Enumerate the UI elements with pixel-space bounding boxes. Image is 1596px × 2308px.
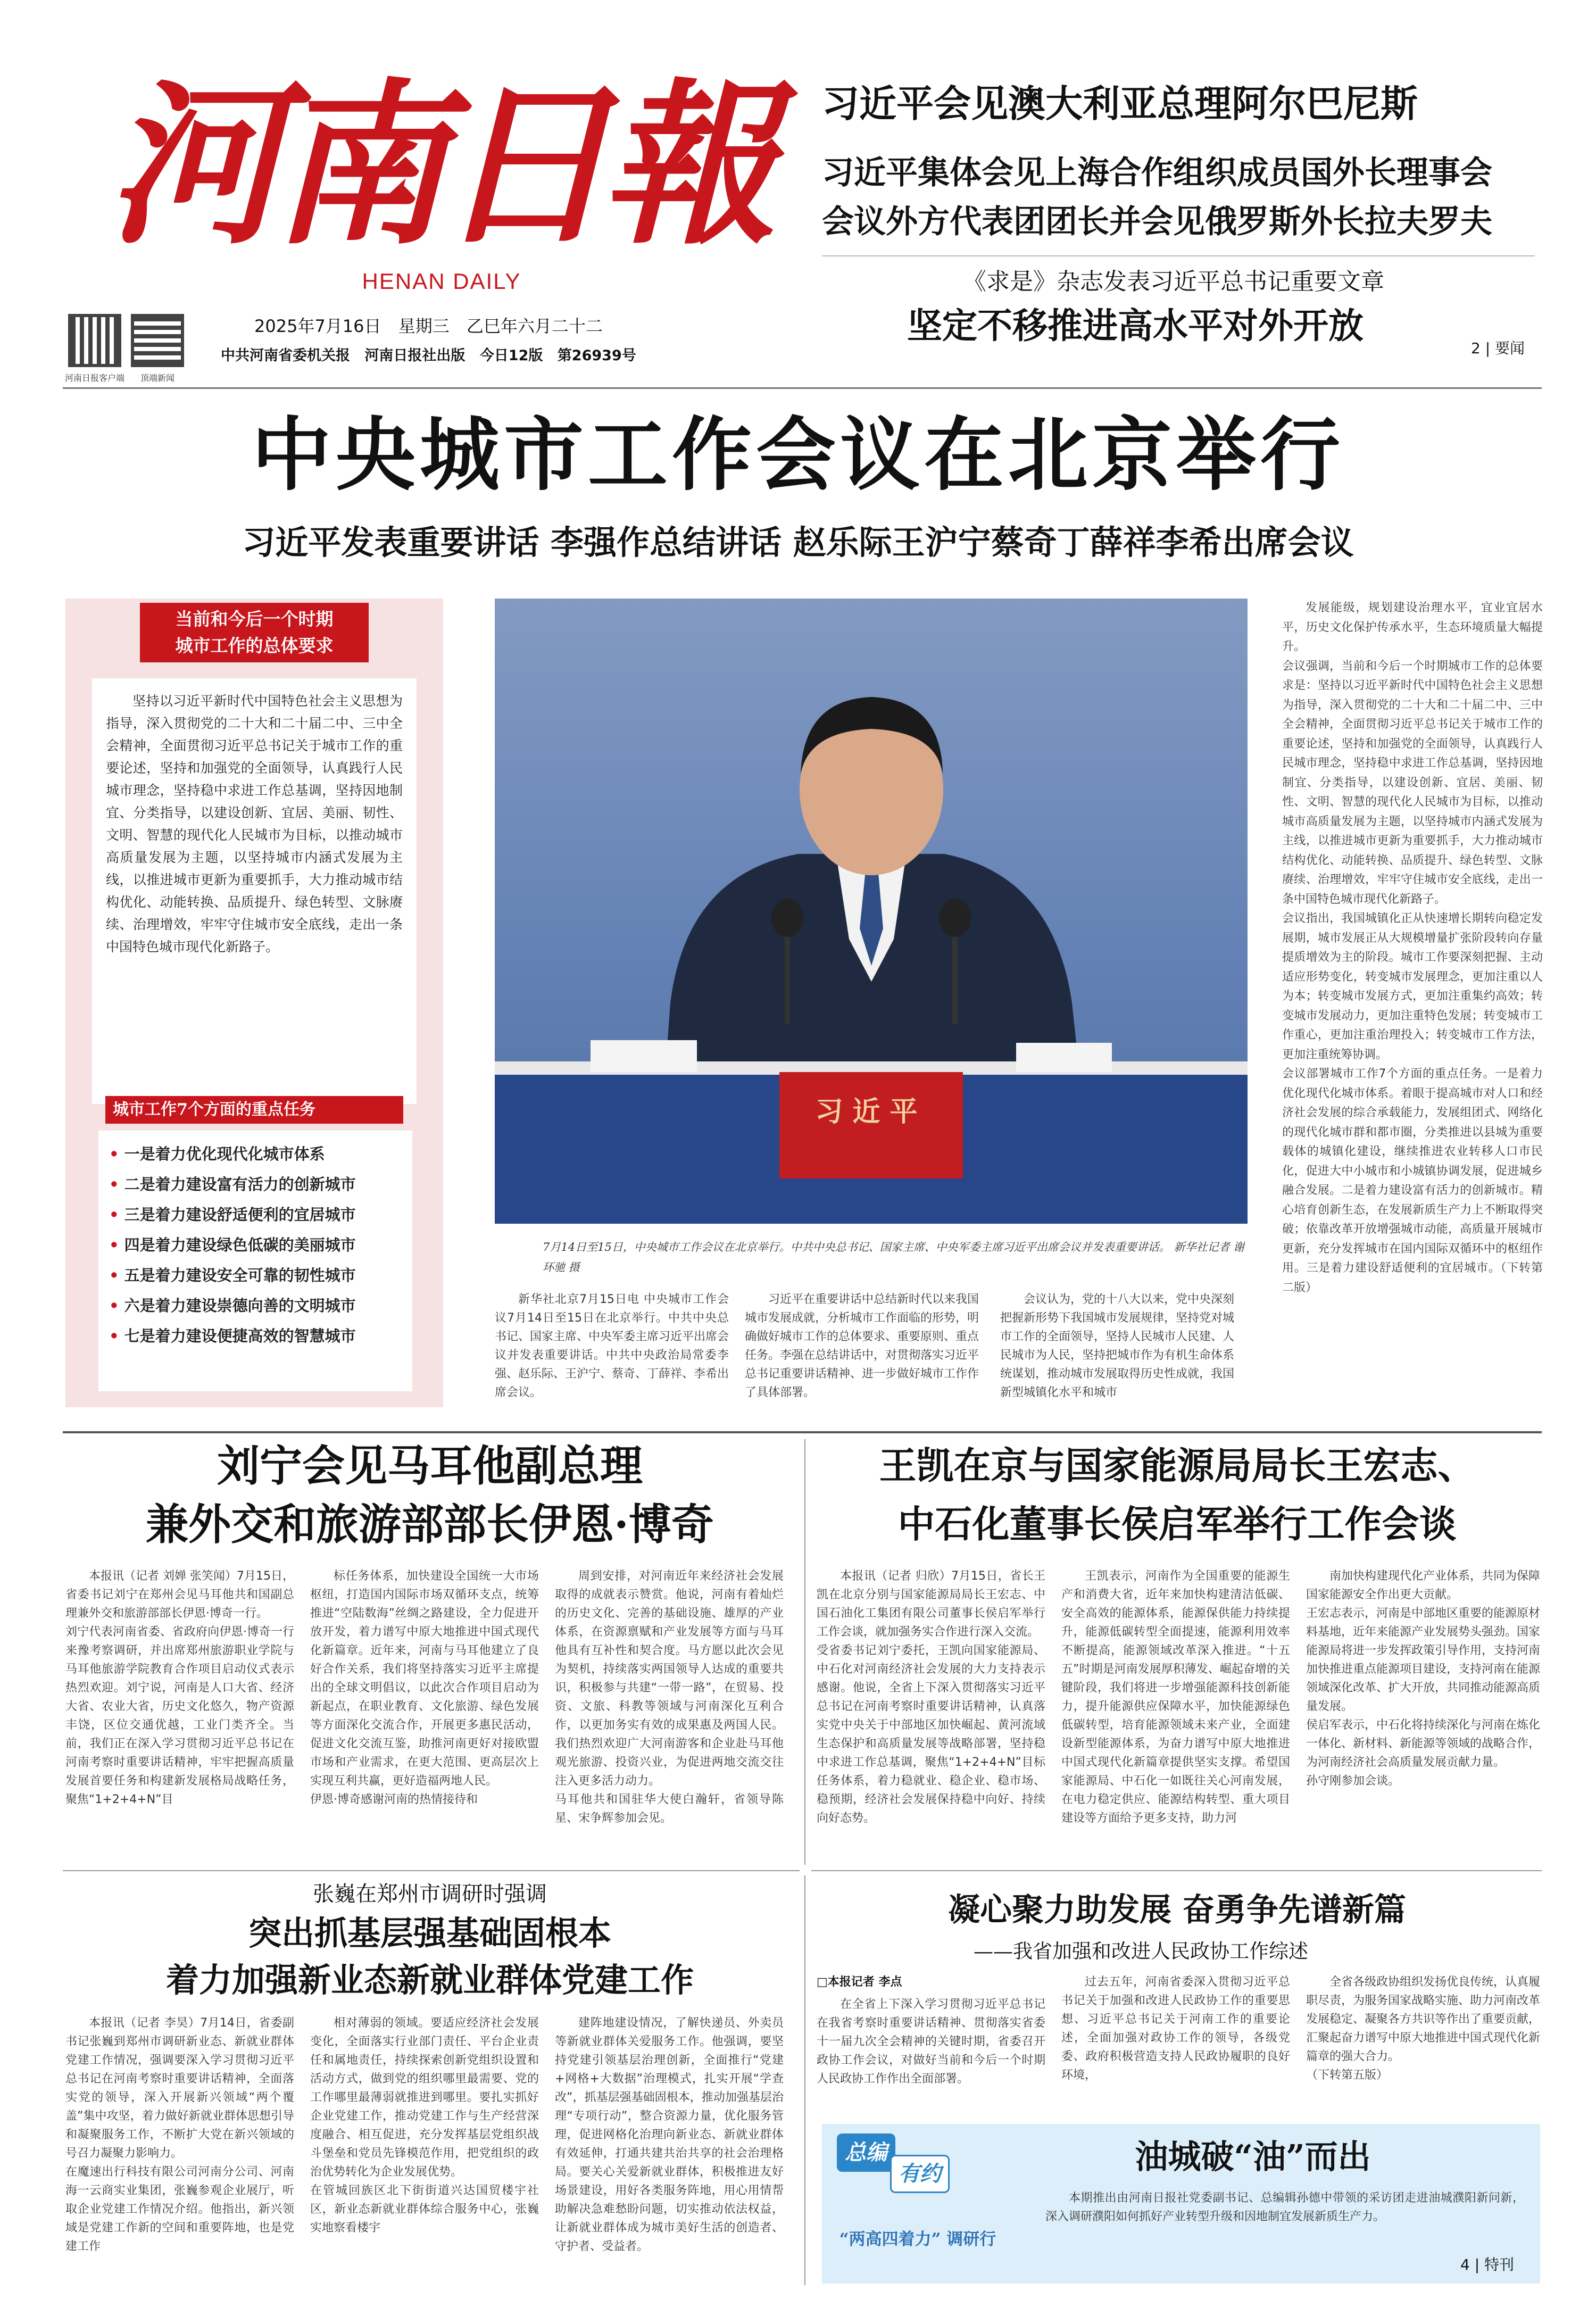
cppcc-col-1: 在全省上下深入学习贯彻习近平总书记在我省考察时重要讲话精神、贯彻落实省委十一届九次全会精神的关键时期，省委召开政协工作会议，对做好当前和今后一个时期人民政协工作作出全面部署。 bbox=[817, 1998, 1045, 2086]
task-item: • 二是着力建设富有活力的创新城市 bbox=[109, 1175, 356, 1193]
box-text: 坚持以习近平新时代中国特色社会主义思想为指导，深入贯彻党的二十大和二十届二中、三中全会精神，全面贯彻习近平总书记关于城市工作的重要论述，坚持和加强党的全面领导，认真践行人民城市理念，坚持稳中求进工作总基调，坚持因地制宜、分类指导，以建设创新、宜居、美丽、韧性、文明、智慧的现代化人民城市为目标，以推动城市高质量发展为主题，以坚持城市内涵式发展为主线，以推进城市更新为重要抓手，大力推动城市结构优化、动能转换、品质提升、绿色转型、文脉赓续、治理增效，牢牢守住城市安全底线，走出一条中国特色城市现代化新路子。 bbox=[106, 693, 403, 954]
box-header-line: 当前和今后一个时期 bbox=[175, 609, 334, 629]
tasks-header: 城市工作7个方面的重点任务 bbox=[105, 1096, 403, 1124]
issue-number: 第26939号 bbox=[557, 347, 636, 364]
headline-line: 突出抓基层强基础固根本 bbox=[248, 1914, 611, 1953]
box-header bbox=[140, 603, 369, 662]
cppcc-col-2: 过去五年，河南省委深入贯彻习近平总书记关于加强和改进人民政协工作的重要思想、习近平总书记关于河南工作的重要论述，全面加强对政协工作的领导，各级党委、政府积极营造支持人民政协履职的良好环境， bbox=[1061, 1975, 1290, 2082]
lead-subtitle: 习近平发表重要讲话 李强作总结讲话 赵乐际王沪宁蔡奇丁薛祥李希出席会议 bbox=[242, 523, 1354, 562]
page-ref[interactable]: 2 | 要闻 bbox=[1471, 339, 1525, 357]
task-item: • 四是着力建设绿色低碳的美丽城市 bbox=[109, 1236, 356, 1254]
lead-right-col: 发展能级，规划建设治理水平，宜业宜居水平，历史文化保护传承水平，生态环境质量大幅提升。 会议强调，当前和今后一个时期城市工作的总体要求是：坚持以习近平新时代中国特色社会主义思想为指导，深入贯彻党的二十大和二十届二中、三中全会精神，全面贯彻习近平总书记关于城市工作的重要论述，坚持和加强党的全面领导，认真践行人民城市理念，坚持稳中求进工作总基调，坚持因地制宜、分类指导，以建设创新、宜居、美丽、韧性、文明、智慧的现代化人民城市为目标，以推动城市高质量发展为主题，以坚持城市内涵式发展为主线，以推进城市更新为重要抓手，大力推动城市结构优化、动能转换、品质提升、绿色转型、文脉赓续、治理增效，牢牢守住城市安全底线，走出一条中国特色城市现代化新路子。 会议指出，我国城镇化正从快速增长期转向稳定发展期，城市发展正从大规模增量扩张阶段转向存量提质增效为主的阶段。城市工作要深刻把握、主动适应形势变化，转变城市发展理念，更加注重以人为本；转变城市发展方式，更加注重集约高效；转变城市发展动力，更加注重特色发展；转变城市工作重心，更加注重治理投入；转变城市工作方法，更加注重统筹协调。 会议部署城市工作7个方面的重点任务。一是着力优化现代化城市体系。着眼于提高城市对人口和经济社会发展的综合承载能力，发展组团式、网络化的现代化城市群和都市圈，分类推进以县城为重要载体的城镇化建设，继续推进农业转移人口市民化，促进大中小城市和小城镇协调发展，促进城乡融合发展。二是着力建设富有活力的创新城市。精心培育创新生态，在发展新质生产力上不断取得突破；依靠改革开放增强城市动能，高质量开展城市更新，充分发挥城市在国内国际双循环中的枢纽作用。三是着力建设舒适便利的宜居城市。（下转第二版） bbox=[1282, 601, 1543, 1294]
wangkai-col-3: 南加快构建现代化产业体系，共同为保障国家能源安全作出更大贡献。 王宏志表示，河南是中部地区重要的能源原材料基地，近年来能源产业发展势头强劲。国家能源局将进一步发挥政策引导作用，支持河南加快推进重点能源项目建设，支持河南在能源领域深化改革、扩大开放，共同推动能源高质量发展。 侯启军表示，中石化将持续深化与河南在炼化一体化、新材料、新能源等领域的战略合作，为河南经济社会高质量发展贡献力量。 孙守刚参加会谈。 bbox=[1306, 1570, 1540, 1788]
badge-zongbian: 总编 bbox=[837, 2133, 895, 2172]
publisher-line bbox=[221, 344, 636, 365]
lead-headline[interactable]: 中央城市工作会议在北京举行 bbox=[251, 408, 1344, 502]
task-item: • 五是着力建设安全可靠的韧性城市 bbox=[109, 1266, 356, 1284]
zhang-col-3: 建阵地建设情况，了解快递员、外卖员等新就业群体关爱服务工作。他强调，要坚持党建引领基层治理创新，全面推行“党建+网格+大数据”治理模式，扎实开展“学查改”，抓基层强基础固根本，推动加强基层治理“专项行动”，整合资源力量，优化服务管理，促进网格化治理向新业态、新就业群体有效延伸，打通共建共治共享的社会治理格局。要关心关爱新就业群体，积极推进友好场景建设，用好各类服务阵地，用心用情帮助解决急难愁盼问题，切实推动依法权益，让新就业群体成为城市美好生活的创造者、守护者、受益者。 bbox=[555, 2016, 784, 2253]
publisher-organ: 中共河南省委机关报 bbox=[221, 347, 350, 364]
lunar-date: 乙巳年六月二十二 bbox=[466, 316, 603, 336]
page-ref[interactable]: 4 | 特刊 bbox=[1460, 2256, 1515, 2273]
qiushi-headline[interactable]: 坚定不移推进高水平对外开放 bbox=[907, 305, 1364, 346]
headline-line: 兼外交和旅游部部长伊恩·博奇 bbox=[146, 1499, 714, 1549]
task-item: • 三是着力建设舒适便利的宜居城市 bbox=[109, 1206, 356, 1224]
cppcc-headline[interactable]: 凝心聚力助发展 奋勇争先谱新篇 bbox=[948, 1891, 1406, 1929]
liuning-col-1: 本报讯（记者 刘婵 张笑闻）7月15日，省委书记刘宁在郑州会见马耳他共和国副总理兼外交和旅游部部长伊恩·博奇一行。 刘宁代表河南省委、省政府向伊恩·博奇一行来豫考察调研，并出席郑州旅游职业学院与马耳他旅游学院教育合作项目启动仪式表示热烈欢迎。刘宁说，河南是人口大省、经济大省、农业大省，历史文化悠久，物产资源丰饶，区位交通优越，工业门类齐全。当前，我们正在深入学习贯彻习近平总书记在河南考察时重要讲话精神，牢牢把握高质量发展首要任务和构建新发展格局战略任务，聚焦“1+2+4+N”目 bbox=[65, 1570, 294, 1806]
zhang-col-2: 相对薄弱的领域。要适应经济社会发展变化，全面落实行业部门责任、平台企业责任和属地责任，持续探索创新党组织设置和活动方式，做到党的组织哪里最需要、党的工作哪里最薄弱就推进到哪里。要扎实抓好企业党建工作，推动党建工作与生产经营深度融合、相互促进，充分发挥基层党组织战斗堡垒和党员先锋模范作用，把党组织的政治优势转化为企业发展优势。 在管城回族区北下街街道兴达国贸楼宇社区，新业态新就业群体综合服务中心，张巍实地察看楼宇 bbox=[310, 2016, 539, 2235]
special-panel[interactable] bbox=[822, 2124, 1540, 2284]
qiushi-kicker: 《求是》杂志发表习近平总书记重要文章 bbox=[963, 268, 1384, 295]
photo-caption: 7月14日至15日，中央城市工作会议在北京举行。中共中央总书记、国家主席、中央军委主席习近平出席会议并发表重要讲话。 新华社记者 谢环驰 摄 bbox=[543, 1241, 1245, 1274]
qr-label: 河南日报客户端 bbox=[64, 373, 124, 383]
top-headline[interactable]: 会议外方代表团团长并会见俄罗斯外长拉夫罗夫 bbox=[822, 203, 1492, 240]
zhang-headline[interactable] bbox=[63, 1910, 797, 2006]
masthead-logo: 河南日報 bbox=[106, 62, 766, 268]
badge-youyue: 有约 bbox=[890, 2155, 950, 2193]
top-headline[interactable]: 习近平集体会见上海合作组织成员国外长理事会 bbox=[822, 154, 1492, 192]
wangkai-col-1: 本报讯（记者 归欣）7月15日，省长王凯在北京分别与国家能源局局长王宏志、中国石油化工集团有限公司董事长侯启军举行工作会谈，就加强务实合作进行深入交流。 受省委书记刘宁委托，王凯向国家能源局、中石化对河南经济社会发展的大力支持表示感谢。他说，全省上下深入贯彻落实习近平总书记在河南考察时重要讲话精神，认真落实党中央关于中部地区加快崛起、黄河流域生态保护和高质量发展等战略部署，坚持稳中求进工作总基调，聚焦“1+2+4+N”目标任务体系，着力稳就业、稳企业、稳市场、稳预期，经济社会发展保持稳中向好、持续向好态势。 bbox=[817, 1570, 1045, 1825]
task-item: • 一是着力优化现代化城市体系 bbox=[109, 1145, 325, 1163]
liuning-col-2: 标任务体系，加快建设全国统一大市场枢纽，打造国内国际市场双循环支点，统筹推进“空陆数海”丝绸之路建设，全力促进开放开发，着力谱写中原大地推进中国式现代化新篇章。近年来，河南与马耳他建立了良好合作关系，我们将坚持落实习近平主席提出的全球文明倡议，以此次合作项目启动为新起点，在职业教育、文化旅游、绿色发展等方面深化交流合作，开展更多惠民活动，促进文化交流互鉴，助推河南更好对接欧盟市场和产业需求，在更大范围、更高层次上实现互利共赢，更好造福两地人民。 伊恩·博奇感谢河南的热情接待和 bbox=[310, 1570, 539, 1806]
box-header-line: 城市工作的总体要求 bbox=[175, 635, 334, 656]
cppcc-col-3: 全省各级政协组织发扬优良传统，认真履职尽责，为服务国家战略实施、助力河南改革发展稳定、凝聚各方共识等作出了重要贡献，汇聚起奋力谱写中原大地推进中国式现代化新篇章的强大合力。 （下转第五版） bbox=[1306, 1975, 1540, 2082]
qr-code-icon bbox=[68, 314, 121, 367]
lead-photo bbox=[495, 599, 1248, 1224]
headline-line: 王凯在京与国家能源局局长王宏志、 bbox=[879, 1443, 1475, 1488]
headline-line: 刘宁会见马耳他副总理 bbox=[217, 1441, 643, 1491]
wangkai-col-2: 王凯表示，河南作为全国重要的能源生产和消费大省，近年来加快构建清洁低碳、安全高效的能源体系，能源保供能力持续提升，能源低碳转型全面提速，能源利用效率不断提高，能源领域改革深入推进。“十五五”时期是河南发展厚积薄发、崛起奋增的关键阶段，我们将进一步增强能源科技创新能力，提升能源供应保障水平，加快能源绿色低碳转型，培育能源领域未来产业，全面建设新型能源体系，为奋力谱写中原大地推进中国式现代化新篇章提供坚实支撑。希望国家能源局、中石化一如既往关心河南发展，在电力稳定供应、能源结构转型、重大项目建设等方面给予更多支持，助力河 bbox=[1061, 1570, 1290, 1825]
zhang-col-1: 本报讯（记者 李昊）7月14日，省委副书记张巍到郑州市调研新业态、新就业群体党建工作情况，强调要深入学习贯彻习近平总书记在河南考察时重要讲话精神，全面落实党的领导，深入开展新兴领域“两个覆盖”集中攻坚，着力做好新就业群体思想引导和凝聚服务工作，不断扩大党在新兴领域的号召力凝聚力影响力。 在魔速出行科技有限公司河南分公司、河南海一云商实业集团，张巍参观企业展厅，听取企业党建工作情况介绍。他指出，新兴领域是党建工作新的空间和重要阵地，也是党建工作 bbox=[65, 2016, 294, 2253]
wangkai-headline[interactable] bbox=[811, 1437, 1543, 1559]
headline-line: 着力加强新业态新就业群体党建工作 bbox=[165, 1961, 694, 1999]
special-text: 本期推出由河南日报社党委副书记、总编辑孙德中带领的采访团走进油城濮阳新问新，深入调研濮阳如何抓好产业转型升级和因地制宜发展新质生产力。 bbox=[1045, 2191, 1524, 2223]
task-item: • 七是着力建设便捷高效的智慧城市 bbox=[109, 1327, 356, 1345]
nameplate: 习近平 bbox=[815, 1095, 927, 1128]
issue-date: 2025年7月16日 bbox=[254, 316, 381, 336]
date-line bbox=[254, 313, 603, 336]
task-item: • 六是着力建设崇德向善的文明城市 bbox=[109, 1297, 356, 1315]
top-headline[interactable]: 习近平会见澳大利亚总理阿尔巴尼斯 bbox=[822, 81, 1418, 126]
box-text-panel bbox=[92, 678, 417, 1104]
liuning-headline[interactable] bbox=[63, 1437, 797, 1559]
headline-line: 中石化董事长侯启军举行工作会谈 bbox=[897, 1502, 1457, 1546]
special-caption: “两高四着力” 调研行 bbox=[839, 2230, 996, 2249]
weekday: 星期三 bbox=[398, 316, 450, 336]
masthead-latin: HENAN DAILY bbox=[362, 269, 521, 294]
publisher-name: 河南日报社出版 bbox=[364, 347, 466, 364]
special-headline[interactable]: 油城破“油”而出 bbox=[1135, 2137, 1371, 2176]
tasks-panel bbox=[98, 1131, 412, 1391]
requirements-box bbox=[65, 599, 443, 1407]
zhang-kicker: 张巍在郑州市调研时强调 bbox=[313, 1882, 547, 1906]
cppcc-subtitle: ——我省加强和改进人民政协工作综述 bbox=[974, 1940, 1308, 1963]
lead-col-2: 习近平在重要讲话中总结新时代以来我国城市发展成就，分析城市工作面临的形势，明确做好城市工作的总体要求、重要原则、重点任务。李强在总结讲话中，对贯彻落实习近平总书记重要讲话精神、进一步做好城市工作作了具体部署。 bbox=[745, 1293, 979, 1399]
qr-label: 顶端新闻 bbox=[140, 373, 174, 383]
liuning-col-3: 周到安排，对河南近年来经济社会发展取得的成就表示赞赏。他说，河南有着灿烂的历史文化、完善的基础设施、雄厚的产业体系，在资源禀赋和产业发展等方面与马耳他具有互补性和契合度。马方愿以此次会见为契机，持续落实两国领导人达成的重要共识，积极参与共建“一带一路”，在贸易、投资、文旅、科教等领域与河南深化互利合作，以更加务实有效的成果惠及两国人民。我们热烈欢迎广大河南游客和企业赴马耳他观光旅游、投资兴业，为促进两地交流交往注入更多活力动力。 马耳他共和国驻华大使白瀚轩，省领导陈星、宋争辉参加会见。 bbox=[555, 1570, 784, 1825]
qr-code-icon bbox=[131, 314, 184, 367]
page-count: 今日12版 bbox=[479, 347, 543, 364]
lead-col-1: 新华社北京7月15日电 中央城市工作会议7月14日至15日在北京举行。中共中央总书记、国家主席、中央军委主席习近平出席会议并发表重要讲话。中共中央政治局常委李强、赵乐际、王沪宁、蔡奇、丁薛祥、李希出席会议。 bbox=[495, 1293, 729, 1399]
cppcc-byline: □本报记者 李点 bbox=[817, 1975, 902, 1989]
lead-col-3: 会议认为，党的十八大以来，党中央深刻把握新形势下我国城市发展规律，坚持党对城市工作的全面领导，坚持人民城市人民建、人民城市为人民，坚持把城市作为有机生命体系统谋划，推动城市发展取得历史性成就，我国新型城镇化水平和城市 bbox=[1000, 1293, 1234, 1399]
